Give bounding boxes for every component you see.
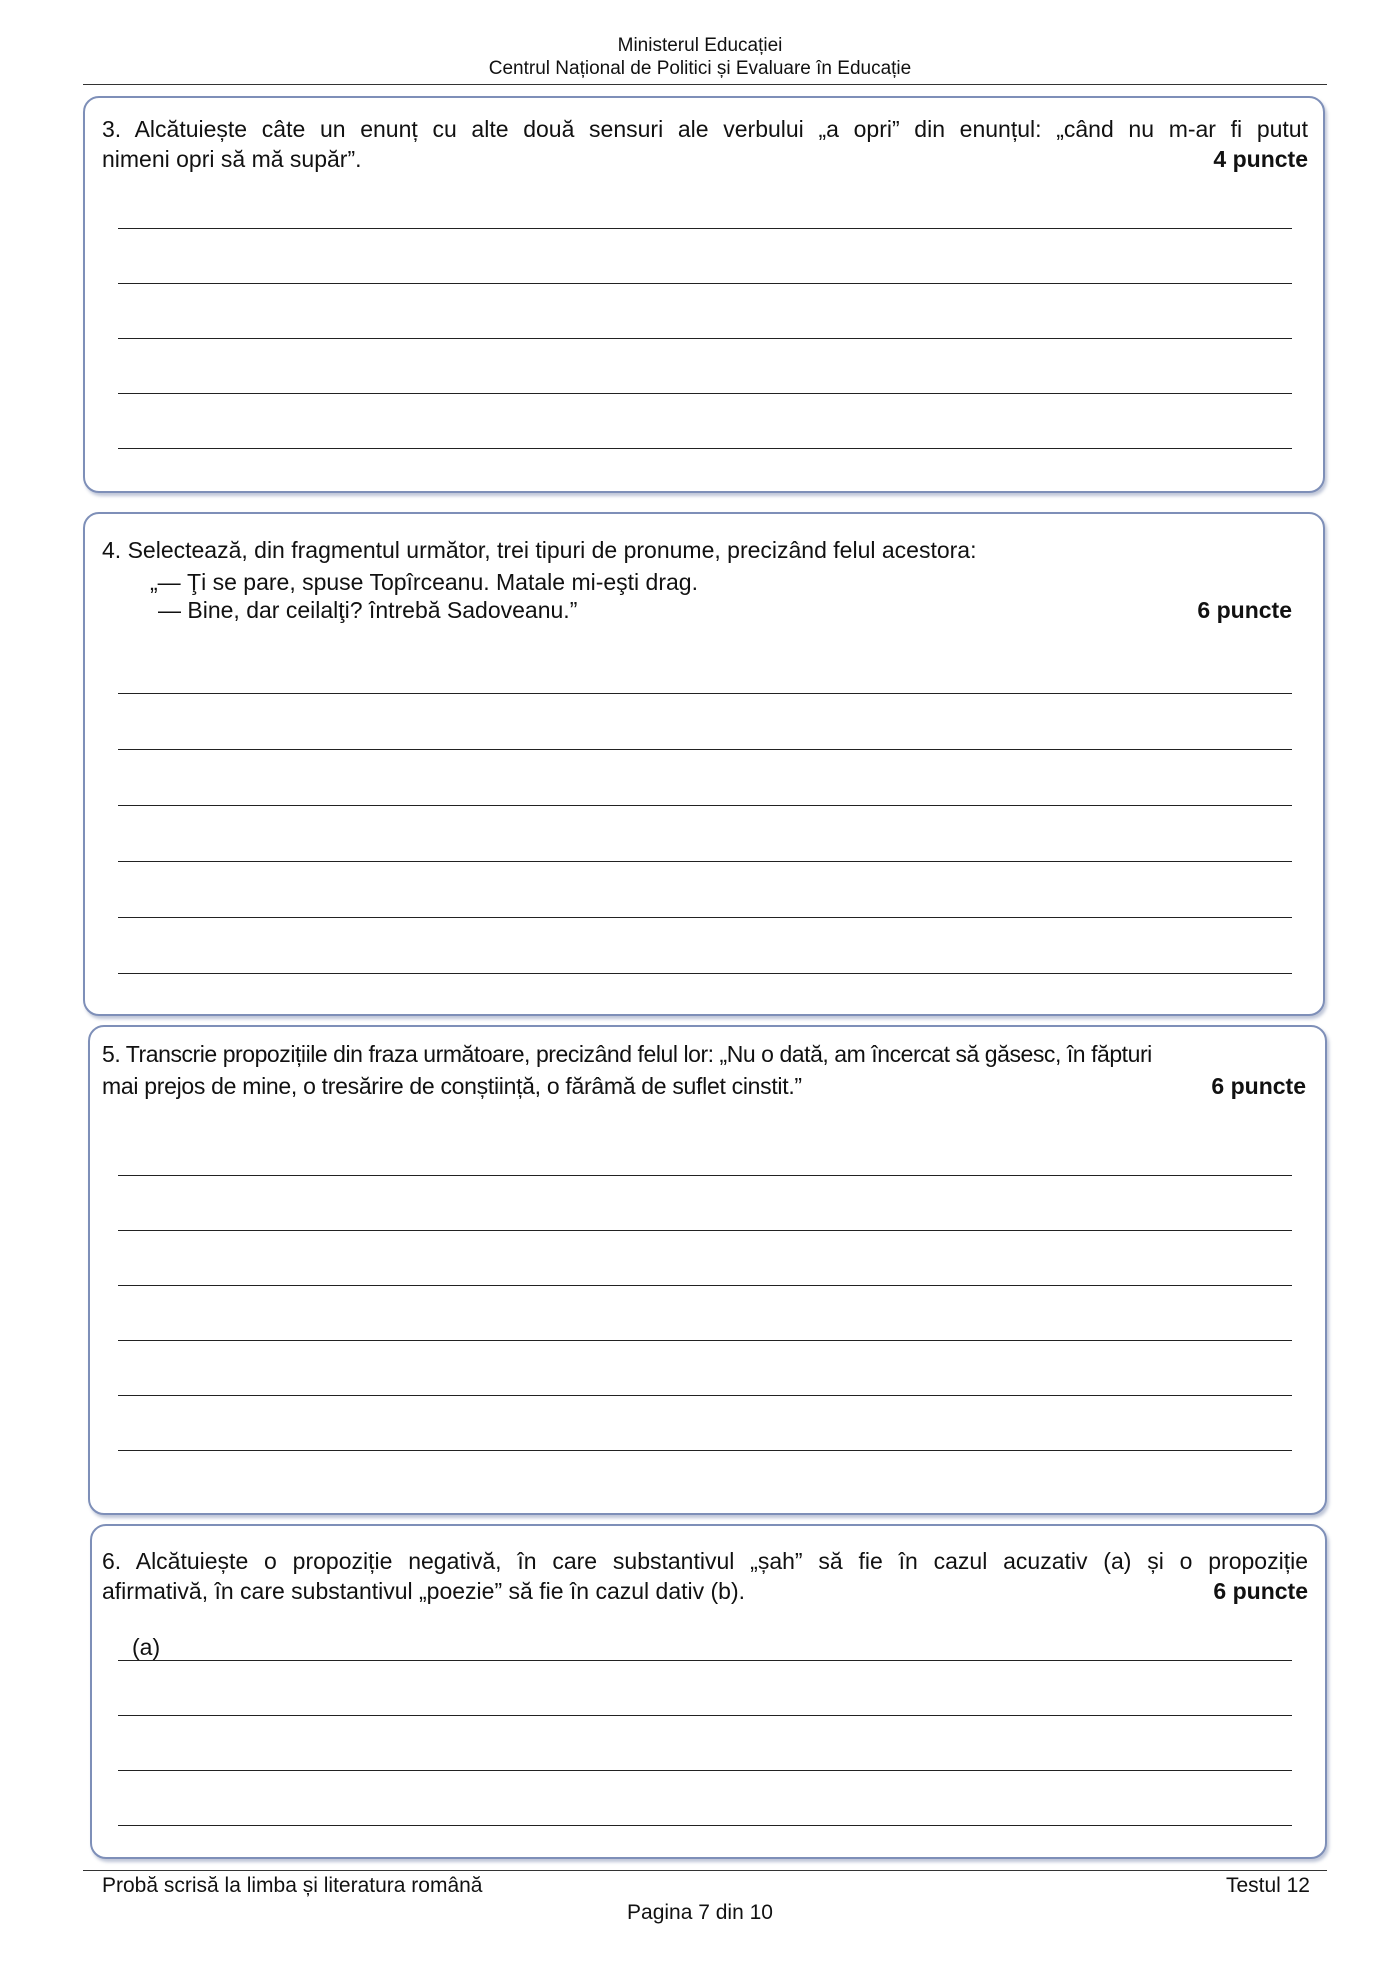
question-4-text-line1: 4. Selectează, din fragmentul următor, trei tipuri de pronume, precizând felul acestora: (102, 537, 977, 563)
question-6-text-line1: 6. Alcătuiește o propoziție negativă, în care substantivul „șah” să fie în cazul acuzativ (a) și o propoziție (102, 1548, 1308, 1574)
question-5-text-line2: mai prejos de mine, o tresărire de conștiință, o fărâmă de suflet cinstit.” (102, 1073, 802, 1099)
question-4-points: 6 puncte (1197, 597, 1292, 623)
answer-line[interactable] (118, 861, 1292, 862)
question-3-points: 4 puncte (1213, 146, 1308, 172)
question-5-points: 6 puncte (1211, 1073, 1306, 1099)
answer-line[interactable] (118, 228, 1292, 229)
answer-line[interactable] (118, 749, 1292, 750)
answer-line[interactable] (118, 1230, 1292, 1231)
answer-line[interactable] (118, 283, 1292, 284)
answer-line[interactable] (118, 1825, 1292, 1826)
question-4-quote-line1: „— Ţi se pare, spuse Topîrceanu. Matale mi-eşti drag. (150, 569, 698, 595)
answer-line[interactable] (118, 1285, 1292, 1286)
question-3-text-line1: 3. Alcătuiește câte un enunț cu alte două sensuri ale verbului „a opri” din enunțul: „când nu m-ar fi putut (102, 116, 1308, 142)
question-3-text-line2: nimeni opri să mă supăr”. (102, 146, 362, 172)
footer-page-number: Pagina 7 din 10 (627, 1901, 773, 1924)
question-5-text-line1: 5. Transcrie propozițiile din fraza următoare, precizând felul lor: „Nu o dată, am încercat să găsesc, în făpturi (102, 1041, 1152, 1067)
question-6-text-line2: afirmativă, în care substantivul „poezie” să fie în cazul dativ (b). (102, 1578, 746, 1604)
answer-line[interactable] (118, 393, 1292, 394)
header-divider (83, 84, 1327, 85)
answer-label-a: (a) (132, 1634, 161, 1660)
ministry-name: Ministerul Educației (617, 35, 783, 56)
answer-line[interactable] (118, 1340, 1292, 1341)
answer-line[interactable] (118, 1175, 1292, 1176)
answer-line[interactable] (118, 1770, 1292, 1771)
answer-line[interactable] (118, 693, 1292, 694)
answer-line[interactable] (118, 973, 1292, 974)
answer-line[interactable] (118, 1660, 1292, 1661)
answer-line[interactable] (118, 1715, 1292, 1716)
footer-divider (83, 1870, 1327, 1871)
answer-line[interactable] (118, 805, 1292, 806)
page-header (0, 34, 1400, 80)
answer-line[interactable] (118, 917, 1292, 918)
footer-exam-title: Probă scrisă la limba și literatura română (102, 1874, 483, 1897)
answer-line[interactable] (118, 1450, 1292, 1451)
question-4-quote-line2: — Bine, dar ceilalţi? întrebă Sadoveanu.” (158, 597, 578, 623)
answer-line[interactable] (118, 338, 1292, 339)
answer-line[interactable] (118, 448, 1292, 449)
center-name: Centrul Național de Politici și Evaluare în Educație (488, 58, 912, 79)
answer-line[interactable] (118, 1395, 1292, 1396)
footer-test-number: Testul 12 (1225, 1874, 1310, 1897)
question-6-points: 6 puncte (1213, 1578, 1308, 1604)
